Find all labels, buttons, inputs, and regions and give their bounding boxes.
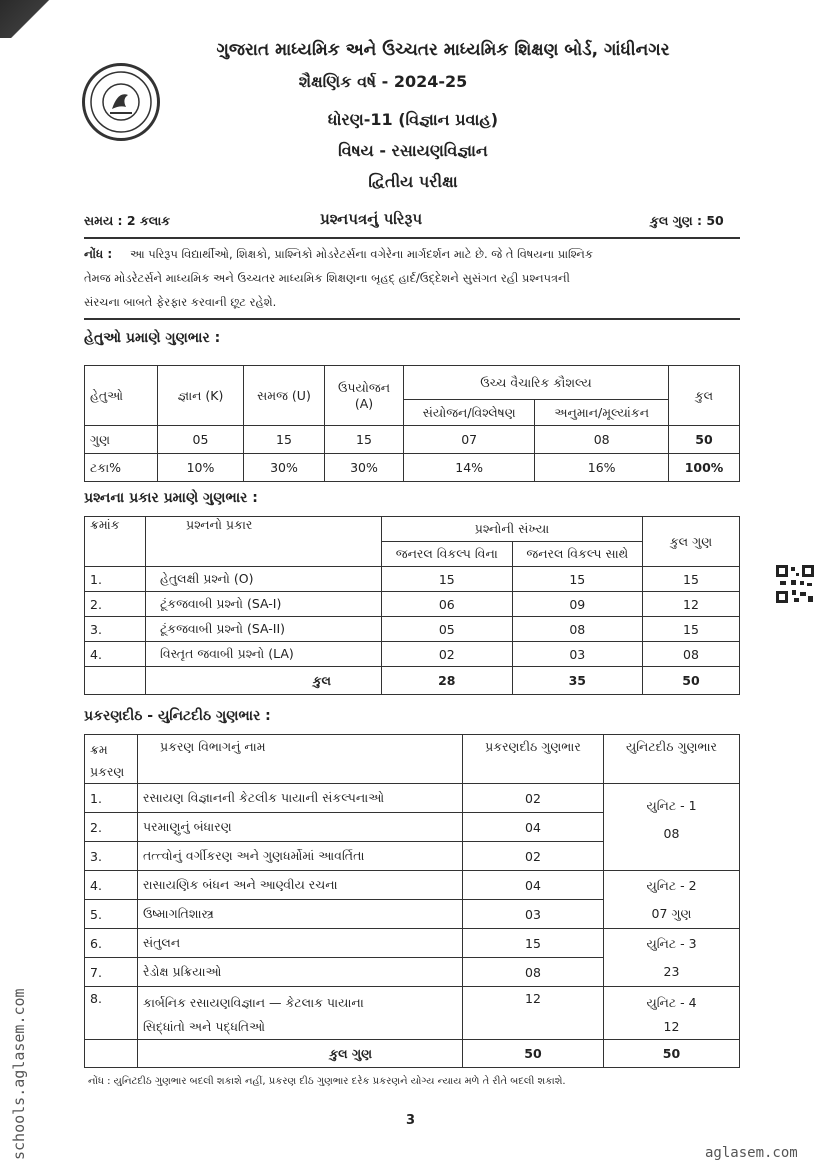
total-with: 35 [512, 667, 642, 695]
header-marks: કુલ ગુણ [643, 517, 740, 567]
cell-marks: 08 [643, 642, 740, 667]
exam-name: દ્વિતીય પરીક્ષા [368, 172, 458, 191]
cell-understanding: 30% [244, 454, 325, 482]
cell-type: ટૂંકજવાબી પ્રશ્નો (SA-II) [146, 617, 382, 642]
unit-value: 08 [663, 826, 680, 841]
cell-marks: 12 [463, 987, 604, 1040]
bottom-watermark: aglasem.com [705, 1145, 798, 1161]
cell-without: 02 [382, 642, 513, 667]
total-unit: 50 [604, 1040, 740, 1068]
cell-total: 100% [669, 454, 740, 482]
header-understanding: સમજ (U) [244, 366, 325, 426]
cell-marks: 15 [643, 567, 740, 592]
unit-label: યુનિટ - 1 [646, 798, 697, 813]
time: સમય : 2 કલાક [84, 213, 171, 228]
cell-marks: 04 [463, 813, 604, 842]
unit-value: 12 [663, 1019, 680, 1034]
total-chapter: 50 [463, 1040, 604, 1068]
cell-name: સંતુલન [138, 929, 463, 958]
cell-name: તત્ત્વોનું વર્ગીકરણ અને ગુણધર્મોમાં આવર્તિતા [138, 842, 463, 871]
cell-no: 2. [85, 592, 146, 617]
table-row [85, 784, 740, 813]
table-row [85, 426, 740, 454]
cell-no: 1. [85, 567, 146, 592]
table-row [85, 592, 740, 617]
table-row [85, 617, 740, 642]
header-synthesis: સંયોજન/વિશ્લેષણ [404, 400, 535, 426]
standard: ધોરણ-11 (વિજ્ઞાન પ્રવાહ) [327, 110, 499, 129]
cell-total: 50 [669, 426, 740, 454]
footnote: નોંધ : યુનિટદીઠ ગુણભાર બદલી શકાશે નહીં, પ્રકરણ દીઠ ગુણભાર દરેક પ્રકરણને યોગ્ય ન્યાય મળે તે રીતે બદલી શકાશે. [88, 1076, 566, 1087]
cell-no: 7. [85, 958, 138, 987]
divider-bottom [84, 318, 740, 320]
objectives-table [84, 365, 740, 482]
cell-no: 4. [85, 642, 146, 667]
header-no [85, 735, 138, 784]
header-application: ઉપયોજન (A) [325, 366, 404, 426]
cell-type: ટૂંકજવાબી પ્રશ્નો (SA-I) [146, 592, 382, 617]
total-row [85, 1040, 740, 1068]
side-watermark: schools.aglasem.com [10, 988, 28, 1160]
cell-name: ઉષ્માગતિશાસ્ત્ર [138, 900, 463, 929]
unit-2 [604, 871, 740, 929]
cell-no: 8. [85, 987, 138, 1040]
cell-without: 05 [382, 617, 513, 642]
total-row [85, 667, 740, 695]
cell-no: 6. [85, 929, 138, 958]
chapters-heading: પ્રકરણદીઠ - યુનિટદીઠ ગુણભાર : [84, 708, 271, 724]
cell-with: 03 [512, 642, 642, 667]
header-no-line1: ક્રમ [90, 742, 108, 757]
unit-label: યુનિટ - 4 [646, 995, 697, 1010]
header-objective: હેતુઓ [85, 366, 158, 426]
subject: વિષય - રસાયણવિજ્ઞાન [338, 141, 488, 160]
header-no: ક્રમાંક [85, 517, 146, 567]
cell-synthesis: 14% [404, 454, 535, 482]
unit-value: 23 [663, 963, 680, 979]
board-title: ગુજરાત માધ્યમિક અને ઉચ્ચતર માધ્યમિક શિક્ષણ બોર્ડ, ગાંધીનગર [216, 40, 670, 60]
header-unit-marks: યુનિટદીઠ ગુણભાર [604, 735, 740, 784]
table-row [85, 871, 740, 900]
total-marks: કુલ ગુણ : 50 [650, 213, 724, 228]
total-marks: 50 [643, 667, 740, 695]
note-line-2: તેમજ મોડરેટર્સને માધ્યમિક અને ઉચ્ચતર માધ્યમિક શિક્ષણના બૃહદ્ હાર્દ/ઉદ્દેશને સુસંગત રહી પ્રશ્નપત્રની [84, 271, 570, 285]
cell-without: 15 [382, 567, 513, 592]
cell-application: 15 [325, 426, 404, 454]
cell-marks: 12 [643, 592, 740, 617]
cell-type: હેતુલક્ષી પ્રશ્નો (O) [146, 567, 382, 592]
objectives-heading: હેતુઓ પ્રમાણે ગુણભાર : [84, 330, 221, 346]
table-row [85, 987, 740, 1040]
cell-knowledge: 10% [158, 454, 244, 482]
cell-name: રાસાયણિક બંધન અને આણ્વીય રચના [138, 871, 463, 900]
header-count: પ્રશ્નોની સંખ્યા [382, 517, 643, 542]
note-line-3: સંરચના બાબતે ફેરફાર કરવાની છૂટ રહેશે. [84, 295, 277, 309]
row-label: ટકા% [85, 454, 158, 482]
header-with: જનરલ વિકલ્પ સાથે [512, 542, 642, 567]
unit-label: યુનિટ - 2 [646, 877, 697, 893]
cell-without: 06 [382, 592, 513, 617]
cell-marks: 02 [463, 784, 604, 813]
header-evaluation: અનુમાન/મૂલ્યાંકન [535, 400, 669, 426]
cell-type: વિસ્તૃત જવાબી પ્રશ્નો (LA) [146, 642, 382, 667]
cell-marks: 02 [463, 842, 604, 871]
chapters-table [84, 734, 740, 1068]
header-knowledge: જ્ઞાન (K) [158, 366, 244, 426]
table-row [85, 642, 740, 667]
divider-top [84, 237, 740, 239]
unit-3 [604, 929, 740, 987]
cell-marks: 15 [463, 929, 604, 958]
unit-1 [604, 784, 740, 871]
total-without: 28 [382, 667, 513, 695]
cell-no: 3. [85, 617, 146, 642]
header-chapter-marks: પ્રકરણદીઠ ગુણભાર [463, 735, 604, 784]
qr-code-icon [776, 565, 814, 603]
page-number: 3 [406, 1113, 416, 1128]
cell-knowledge: 05 [158, 426, 244, 454]
cell-marks: 04 [463, 871, 604, 900]
qr-code [776, 565, 814, 603]
header-without: જનરલ વિકલ્પ વિના [382, 542, 513, 567]
cell-no: 5. [85, 900, 138, 929]
cell-understanding: 15 [244, 426, 325, 454]
scan-shadow [0, 0, 70, 38]
cell-with: 09 [512, 592, 642, 617]
header-type: પ્રશ્નનો પ્રકાર [146, 517, 382, 567]
total-label: કુલ ગુણ [138, 1040, 463, 1068]
unit-4 [604, 987, 740, 1040]
cell-no: 1. [85, 784, 138, 813]
table-row [85, 454, 740, 482]
cell-marks: 03 [463, 900, 604, 929]
cell-with: 15 [512, 567, 642, 592]
note-line-1: આ પરિરૂપ વિદ્યાર્થીઓ, શિક્ષકો, પ્રાશ્નિકો મોડરેટર્સના વગેરેના માર્ગદર્શન માટે છે. જે તે વિષયના પ્રાશ્નિક [130, 247, 593, 261]
cell-synthesis: 07 [404, 426, 535, 454]
table-row [85, 567, 740, 592]
cell-evaluation: 16% [535, 454, 669, 482]
cell-name-line2: સિદ્ધાંતો અને પદ્ધતિઓ [143, 1019, 265, 1034]
cell-no: 3. [85, 842, 138, 871]
cell-name: પરમાણુનું બંધારણ [138, 813, 463, 842]
qtypes-heading: પ્રશ્નના પ્રકાર પ્રમાણે ગુણભાર : [84, 490, 258, 506]
cell-name-line1: કાર્બનિક રસાયણવિજ્ઞાન — કેટલાક પાયાના [143, 995, 364, 1010]
table-row [85, 929, 740, 958]
unit-label: યુનિટ - 3 [646, 935, 697, 951]
cell-name [138, 987, 463, 1040]
cell-name: રસાયણ વિજ્ઞાનની કેટલીક પાયાની સંકલ્પનાઓ [138, 784, 463, 813]
cell-no: 4. [85, 871, 138, 900]
total-label: કુલ [146, 667, 382, 695]
paper-title: પ્રશ્નપત્રનું પરિરૂપ [320, 210, 423, 228]
note-label: નોંધ : [84, 247, 113, 261]
header-total: કુલ [669, 366, 740, 426]
header-no-line2: પ્રકરણ [90, 764, 125, 779]
academic-year: શૈક્ષણિક વર્ષ - 2024-25 [298, 72, 468, 91]
row-label: ગુણ [85, 426, 158, 454]
cell-evaluation: 08 [535, 426, 669, 454]
cell-name: રેડોક્ષ પ્રક્રિયાઓ [138, 958, 463, 987]
header-hots: ઉચ્ચ વૈચારિક કૌશલ્ય [404, 366, 669, 400]
cell-no: 2. [85, 813, 138, 842]
qtypes-table [84, 516, 740, 695]
cell-application: 30% [325, 454, 404, 482]
cell-marks: 15 [643, 617, 740, 642]
unit-value: 07 ગુણ [651, 905, 692, 921]
header-name: પ્રકરણ વિભાગનું નામ [138, 735, 463, 784]
cell-marks: 08 [463, 958, 604, 987]
cell-with: 08 [512, 617, 642, 642]
